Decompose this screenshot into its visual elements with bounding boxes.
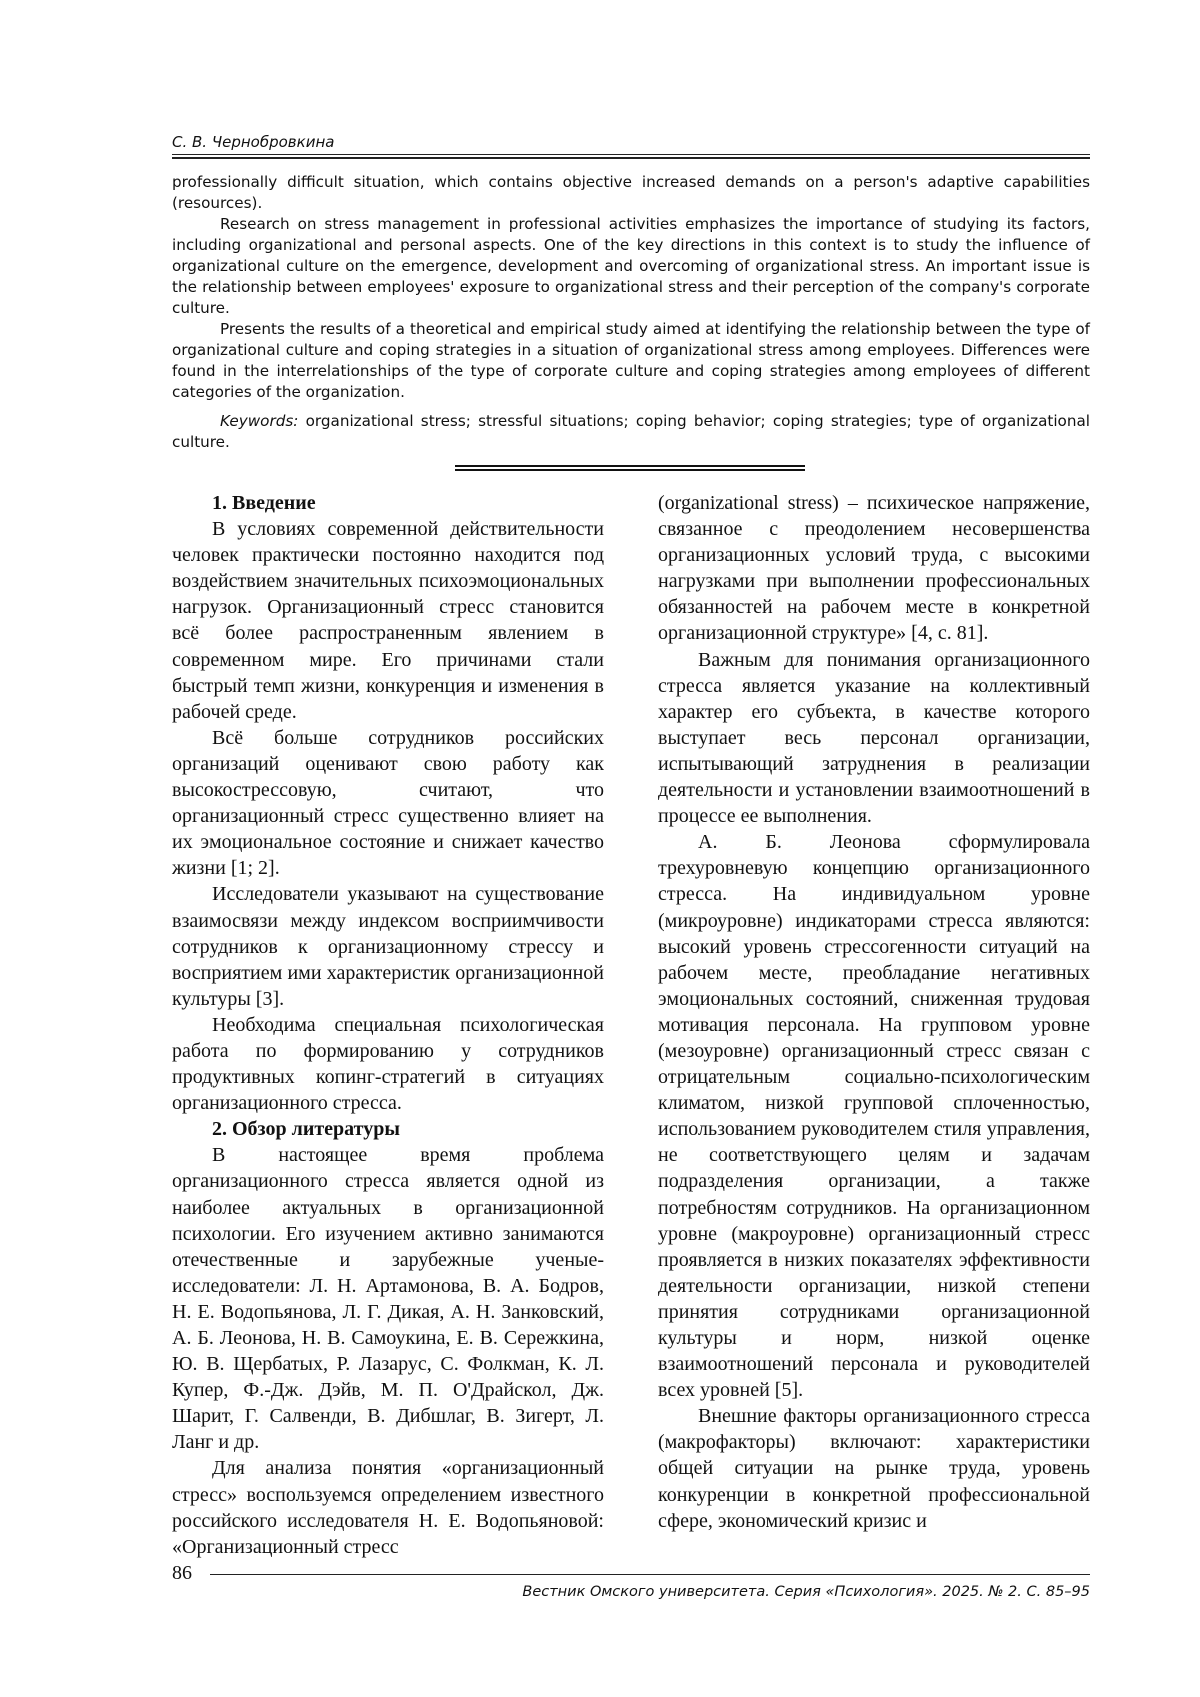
page-number: 86 <box>172 1562 192 1584</box>
section-heading-introduction: 1. Введение <box>212 492 316 514</box>
keywords-label: Keywords: <box>220 412 299 430</box>
body-paragraph: Для анализа понятия «организационный стресс» воспользуемся определением известного российского исследователя Н. Е. Водопьяновой: «Организационный стресс <box>172 1457 604 1558</box>
section-heading-literature-review: 2. Обзор литературы <box>212 1118 400 1141</box>
body-paragraph: (organizational stress) – психическое напряжение, связанное с преодолением несовершенства организационных условий труда, с высокими нагрузками при выполнении профессиональных обязанностей на рабочем месте в конкретной организационной структуре» [4, с. 81]. <box>658 492 1090 645</box>
abstract-paragraph: Research on stress management in professional activities emphasizes the importance of studying its factors, including organizational and personal aspects. One of the key directions in this context is to study the influence of organizational culture on the emergence, development and overcoming of organizational stress. An important issue is the relationship between employees' exposure to organizational stress and their perception of the company's corporate culture. <box>172 215 1090 317</box>
body-paragraph: Внешние факторы организационного стресса (макрофакторы) включают: характеристики общей ситуации на рынке труда, уровень конкуренции в конкретной профессиональной сфере, экономический кризис и <box>658 1405 1090 1532</box>
keywords <box>172 411 1090 453</box>
body-paragraph: А. Б. Леонова сформулировала трехуровневую концепцию организационного стресса. На индивидуальном уровне (микроуровне) индикаторами стресса являются: высокий уровень стрессогенности ситуаций на рабочем месте, преобладание негативных эмоциональных состояний, сниженная трудовая мотивация персонала. На групповом уровне (мезоуровне) организационный стресс связан с отрицательным социально-психологическим климатом, низкой групповой сплоченностью, использованием руководителем стиля управления, не соответствующего целям и задачам подразделения организации, а также потребностям сотрудников. На организационном уровне (макроуровне) организационный стресс проявляется в низких показателях эффективности деятельности организации, низкой степени принятия сотрудниками организационной культуры и норм, низкой оценке взаимоотношений персонала и руководителей всех уровней [5]. <box>658 831 1090 1402</box>
keywords-text: organizational stress; stressful situations; coping behavior; coping strategies; type of organizational culture. <box>172 412 1090 451</box>
abstract-paragraph: Presents the results of a theoretical and empirical study aimed at identifying the relationship between the type of organizational culture and coping strategies in a situation of organizational stress among employees. Differences were found in the interrelationships of the type of corporate culture and coping strategies among employees of different categories of the organization. <box>172 320 1090 401</box>
body-paragraph: Важным для понимания организационного стресса является указание на коллективный характер его субъекта, в качестве которого выступает весь персонал организации, испытывающий затруднения в реализации деятельности и установлении взаимоотношений в процессе ее выполнения. <box>658 648 1090 828</box>
section-separator <box>455 465 805 471</box>
body-column-right <box>658 490 1090 1534</box>
abstract-paragraph: professionally difficult situation, which contains objective increased demands on a person's adaptive capabilities (resources). <box>172 173 1090 212</box>
journal-citation: Вестник Омского университета. Серия «Психология». 2025. № 2. С. 85–95 <box>522 1584 1090 1600</box>
body-paragraph: В условиях современной действительности человек практически постоянно находится под воздействием значительных психоэмоциональных нагрузок. Организационный стресс становится всё более распространенным явлением в современном мире. Его причинами стали быстрый темп жизни, конкуренция и изменения в рабочей среде. <box>172 518 604 723</box>
running-header-author: С. В. Чернобровкина <box>172 133 335 151</box>
header-rule <box>172 154 1090 159</box>
body-paragraph: Всё больше сотрудников российских организаций оценивают свою работу как высокострессовую, считают, что организационный стресс существенно влияет на их эмоциональное состояние и снижает качество жизни [1; 2]. <box>172 726 604 880</box>
body-paragraph: В настоящее время проблема организационного стресса является одной из наиболее актуальных в организационной психологии. Его изучением активно занимаются отечественные и зарубежные ученые-исследователи: Л. Н. Артамонова, В. А. Бодров, Н. Е. Водопьянова, Л. Г. Дикая, А. Н. Занковский, А. Б. Леонова, Н. В. Самоукина, Е. В. Сережкина, Ю. В. Щербатых, Р. Лазарус, С. Фолкман, К. Л. Купер, Ф.-Дж. Дэйв, М. П. О'Драйскол, Дж. Шарит, Г. Салвенди, В. Дибшлаг, В. Зигерт, Л. Ланг и др. <box>172 1144 604 1454</box>
body-paragraph: Необходима специальная психологическая работа по формированию у сотрудников продуктивных копинг-стратегий в ситуациях организационного стресса. <box>172 1013 604 1115</box>
footer-rule <box>210 1574 1090 1575</box>
body-paragraph: Исследователи указывают на существование взаимосвязи между индексом восприимчивости сотрудников к организационному стрессу и восприятием ими характеристик организационной культуры [3]. <box>172 883 604 1010</box>
english-abstract <box>172 172 1090 453</box>
body-column-left <box>172 490 604 1560</box>
